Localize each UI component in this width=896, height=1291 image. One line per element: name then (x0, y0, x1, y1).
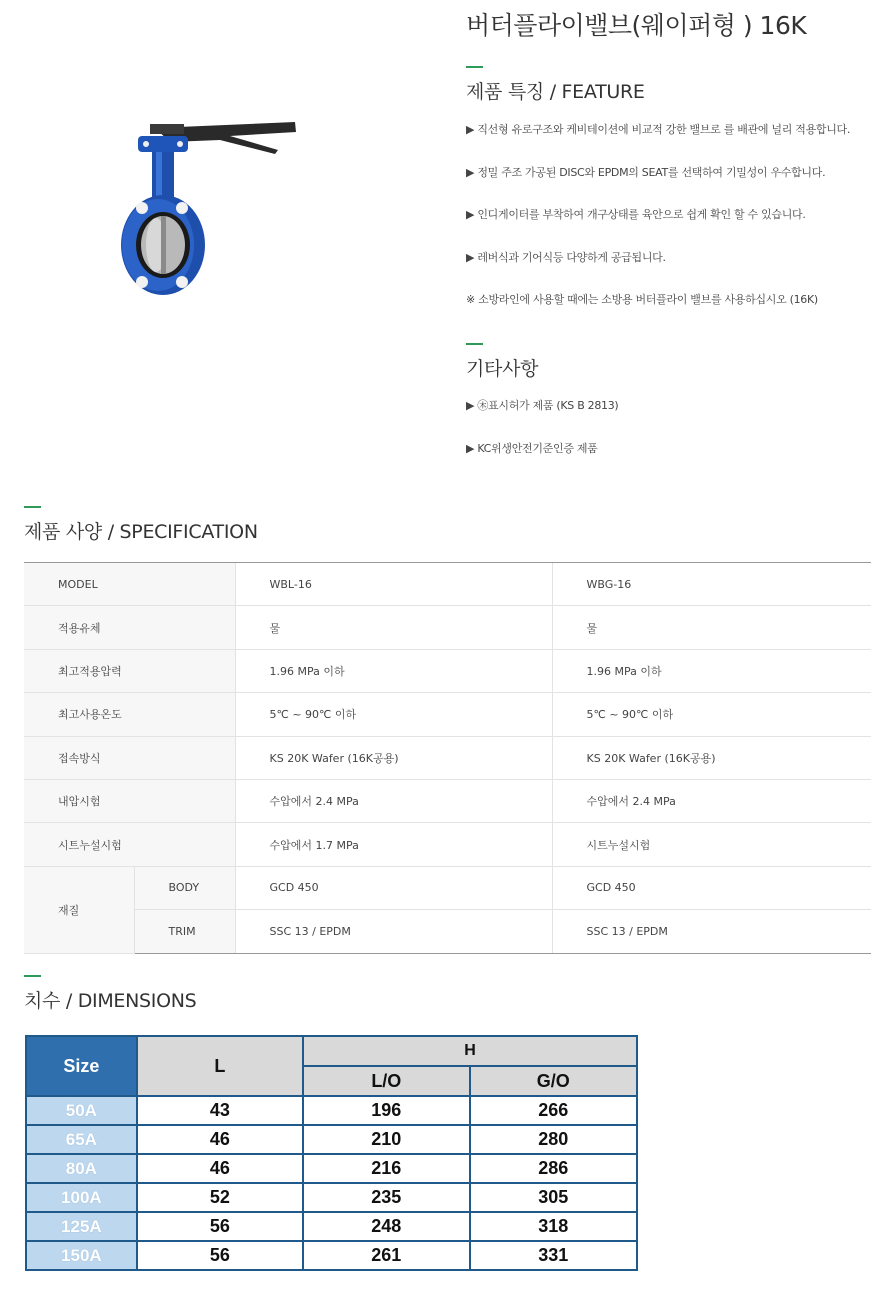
go-cell: 318 (470, 1212, 637, 1241)
feature-item: ▶ 직선형 유로구조와 케비테이션에 비교적 강한 밸브로 를 배관에 널리 적용합니다. (466, 123, 851, 136)
l-cell: 46 (137, 1154, 303, 1183)
lo-cell: 248 (303, 1212, 469, 1241)
spec-value-wbl: 수압에서 2.4 MPa (235, 779, 552, 822)
lo-cell: 261 (303, 1241, 469, 1270)
l-cell: 46 (137, 1125, 303, 1154)
h-header: H (303, 1036, 637, 1066)
lo-cell: 210 (303, 1125, 469, 1154)
size-header: Size (26, 1036, 137, 1096)
table-row (26, 1241, 637, 1270)
spec-value-wbl: KS 20K Wafer (16K공용) (235, 736, 552, 779)
feature-heading: 제품 특징 / FEATURE (466, 77, 645, 104)
spec-value-wbg: GCD 450 (552, 866, 871, 909)
spec-label: 접속방식 (24, 736, 235, 779)
feature-item: ▶ 인디게이터를 부착하여 개구상태를 육안으로 쉽게 확인 할 수 있습니다. (466, 208, 806, 221)
table-row (26, 1154, 637, 1183)
spec-label: MODEL (24, 563, 235, 606)
spec-value-wbl: SSC 13 / EPDM (235, 910, 552, 953)
size-cell: 125A (26, 1212, 137, 1241)
spec-value-wbl: GCD 450 (235, 866, 552, 909)
table-row (26, 1212, 637, 1241)
size-cell: 80A (26, 1154, 137, 1183)
spec-sublabel-trim: TRIM (134, 910, 235, 953)
size-cell: 150A (26, 1241, 137, 1270)
spec-label: 최고사용온도 (24, 693, 235, 736)
size-cell: 65A (26, 1125, 137, 1154)
spec-label: 내압시험 (24, 779, 235, 822)
l-cell: 43 (137, 1096, 303, 1125)
spec-sublabel-body: BODY (134, 866, 235, 909)
spec-heading: 제품 사양 / SPECIFICATION (24, 517, 258, 544)
table-row (24, 736, 871, 779)
feature-item: ▶ 정밀 주조 가공된 DISC와 EPDM의 SEAT를 선택하여 기밀성이 우수합니다. (466, 166, 826, 179)
go-cell: 266 (470, 1096, 637, 1125)
spec-value-wbl: WBL-16 (235, 563, 552, 606)
spec-value-wbl: 물 (235, 606, 552, 649)
spec-value-wbg: WBG-16 (552, 563, 871, 606)
spec-value-wbg: 시트누설시험 (552, 823, 871, 866)
go-cell: 286 (470, 1154, 637, 1183)
spec-label: 최고적용압력 (24, 649, 235, 692)
lo-cell: 196 (303, 1096, 469, 1125)
spec-label: 적용유체 (24, 606, 235, 649)
spec-value-wbg: 5℃ ~ 90℃ 이하 (552, 693, 871, 736)
spec-value-wbg: 1.96 MPa 이하 (552, 649, 871, 692)
table-header-row (26, 1036, 637, 1066)
table-row (24, 649, 871, 692)
dimensions-table (25, 1035, 638, 1271)
table-row (24, 693, 871, 736)
table-row (24, 563, 871, 606)
spec-value-wbg: 물 (552, 606, 871, 649)
spec-label: 시트누설시험 (24, 823, 235, 866)
l-header: L (137, 1036, 303, 1096)
spec-value-wbg: 수압에서 2.4 MPa (552, 779, 871, 822)
etc-item: ▶ KC위생안전기준인증 제품 (466, 442, 598, 455)
l-cell: 56 (137, 1241, 303, 1270)
table-row (26, 1125, 637, 1154)
table-row (24, 823, 871, 866)
spec-value-wbg: KS 20K Wafer (16K공용) (552, 736, 871, 779)
spec-value-wbl: 수압에서 1.7 MPa (235, 823, 552, 866)
go-cell: 331 (470, 1241, 637, 1270)
l-cell: 52 (137, 1183, 303, 1212)
spec-label-material: 재질 (24, 866, 134, 953)
table-row (24, 779, 871, 822)
go-cell: 305 (470, 1183, 637, 1212)
table-row (24, 606, 871, 649)
butterfly-valve-image (110, 110, 310, 310)
spec-table (24, 562, 871, 954)
spec-value-wbl: 5℃ ~ 90℃ 이하 (235, 693, 552, 736)
table-row (24, 910, 871, 953)
lo-cell: 216 (303, 1154, 469, 1183)
spec-value-wbg: SSC 13 / EPDM (552, 910, 871, 953)
spec-value-wbl: 1.96 MPa 이하 (235, 649, 552, 692)
size-cell: 100A (26, 1183, 137, 1212)
go-header: G/O (470, 1066, 637, 1096)
feature-item: ▶ 레버식과 기어식등 다양하게 공급됩니다. (466, 251, 666, 264)
l-cell: 56 (137, 1212, 303, 1241)
table-row (26, 1183, 637, 1212)
etc-item: ▶ ㊍표시허가 제품 (KS B 2813) (466, 399, 619, 412)
dimensions-heading: 치수 / DIMENSIONS (24, 986, 196, 1013)
lo-cell: 235 (303, 1183, 469, 1212)
valve-illustration (110, 110, 310, 310)
page-title: 버터플라이밸브(웨이퍼형 ) 16K (466, 11, 807, 40)
table-row (24, 866, 871, 909)
etc-heading: 기타사항 (466, 354, 538, 381)
table-row (26, 1096, 637, 1125)
feature-note: ※ 소방라인에 사용할 때에는 소방용 버터플라이 밸브를 사용하십시오 (16K) (466, 293, 818, 306)
go-cell: 280 (470, 1125, 637, 1154)
size-cell: 50A (26, 1096, 137, 1125)
lo-header: L/O (303, 1066, 469, 1096)
